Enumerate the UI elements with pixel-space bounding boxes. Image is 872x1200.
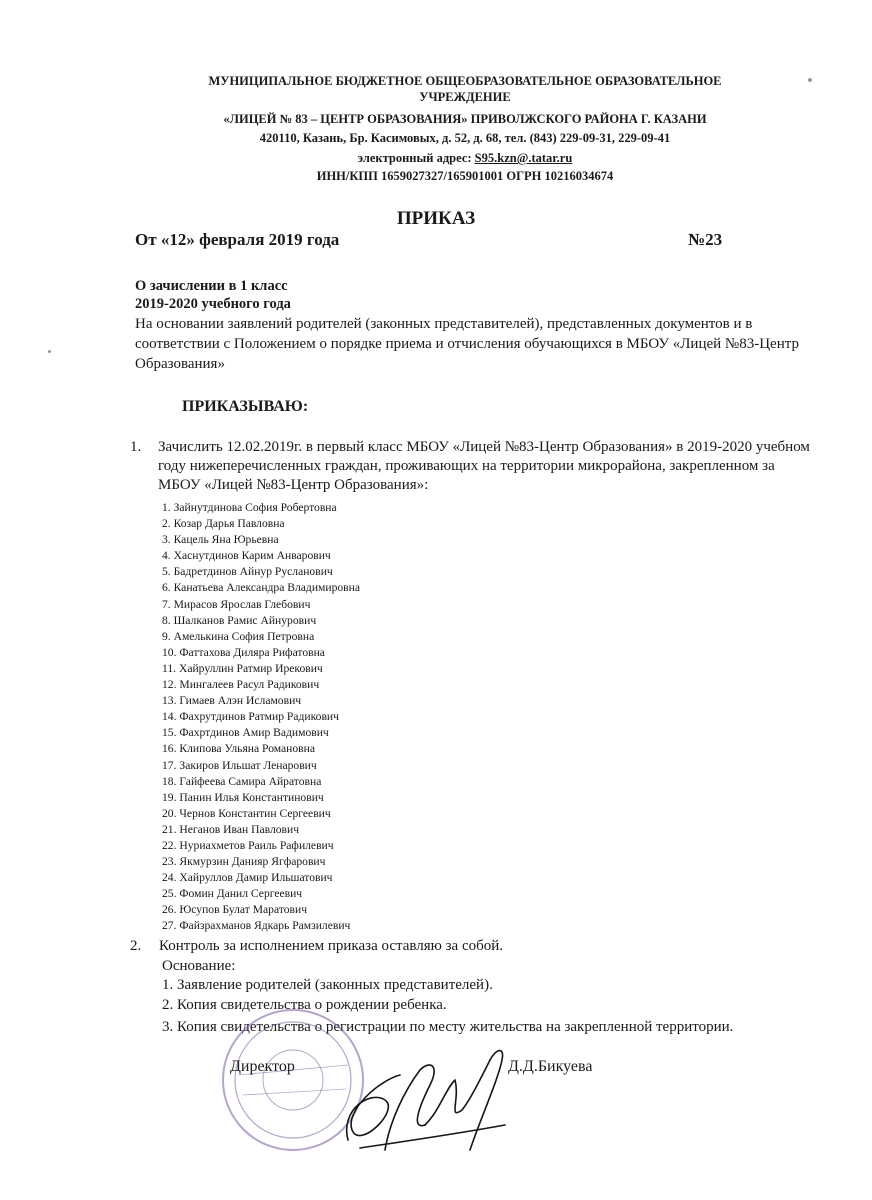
student-list-item: 16. Клипова Ульяна Романовна [162, 742, 315, 756]
order-item-1 [130, 438, 820, 495]
reason-2: 2. Копия свидетельства о рождении ребенка. [162, 997, 447, 1013]
order-command: ПРИКАЗЫВАЮ: [182, 398, 309, 415]
student-list-item: 20. Чернов Константин Сергеевич [162, 806, 331, 820]
student-list-item: 10. Фаттахова Диляра Рифатовна [162, 645, 325, 659]
student-list-item: 2. Козар Дарья Павловна [162, 517, 285, 531]
student-list-item: 26. Юсупов Булат Маратович [162, 903, 308, 917]
item-2-number: 2. [130, 938, 142, 954]
student-list-item: 8. Шалканов Рамис Айнурович [162, 613, 317, 627]
header-email-line [160, 150, 770, 166]
header-address: 420110, Казань, Бр. Касимовых, д. 52, д. 68, тел. (843) 229-09-31, 229-09-41 [259, 131, 671, 145]
students-list [162, 500, 360, 935]
student-list-item: 11. Хайруллин Ратмир Ирекович [162, 661, 323, 675]
item-1-text: Зачислить 12.02.2019г. в первый класс МБОУ «Лицей №83-Центр Образования» в 2019-2020 учебном году нижеперечисленных граждан, проживающих на территории микрорайона, закрепленном за МБОУ «Лицей №83-Центр Образования»: [158, 439, 810, 493]
student-list-item: 4. Хаснутдинов Карим Анварович [162, 549, 331, 563]
student-list-item: 27. Файзрахманов Ядкарь Рамзилевич [162, 919, 351, 933]
student-list-item: 9. Амелькина София Петровна [162, 629, 315, 643]
item-2-text: Контроль за исполнением приказа оставляю за собой. [159, 938, 504, 954]
header-line-1: МУНИЦИПАЛЬНОЕ БЮДЖЕТНОЕ ОБЩЕОБРАЗОВАТЕЛЬНОЕ ОБРАЗОВАТЕЛЬНОЕ [208, 74, 722, 88]
student-list-item: 5. Бадретдинов Айнур Русланович [162, 565, 333, 579]
header-line-1b: УЧРЕЖДЕНИЕ [419, 90, 511, 104]
header-org-name [160, 73, 770, 105]
student-list-item: 13. Гимаев Алэн Исламович [162, 694, 302, 708]
student-list-item: 21. Неганов Иван Павлович [162, 822, 300, 836]
header-lyceum-name: «ЛИЦЕЙ № 83 – ЦЕНТР ОБРАЗОВАНИЯ» ПРИВОЛЖСКОГО РАЙОНА Г. КАЗАНИ [223, 112, 707, 126]
student-list-item: 18. Гайфеева Самира Айратовна [162, 774, 322, 788]
student-list-item: 22. Нуриахметов Раиль Рафилевич [162, 838, 334, 852]
order-item-2 [130, 938, 503, 955]
reason-3: 3. Копия свидетельства о регистрации по месту жительства на закрепленной территории. [162, 1019, 734, 1035]
order-title: ПРИКАЗ [396, 208, 476, 229]
item-1-number: 1. [130, 439, 142, 455]
student-list-item: 12. Мингалеев Расул Радикович [162, 678, 320, 692]
order-subject-line-2: 2019-2020 учебного года [135, 296, 291, 312]
scan-speck [48, 350, 51, 353]
student-list-item: 15. Фахртдинов Амир Вадимович [162, 726, 329, 740]
student-list-item: 1. Зайнутдинова София Робертовна [162, 501, 337, 514]
order-date: От «12» февраля 2019 года [135, 230, 340, 249]
director-name: Д.Д.Бикуева [508, 1058, 593, 1075]
director-position: Директор [230, 1058, 295, 1075]
order-subject-line-1: О зачислении в 1 класс [135, 278, 288, 294]
order-basis: На основании заявлений родителей (законных представителей), представленных документов и в соответствии с Положением о порядке приема и отчисления обучающихся в МБОУ «Лицей №83-Центр Образования» [135, 316, 799, 372]
student-list-item: 7. Мирасов Ярослав Глебович [162, 597, 311, 611]
reason-1: 1. Заявление родителей (законных представителей). [162, 977, 493, 993]
student-list-item: 14. Фахрутдинов Ратмир Радикович [162, 710, 339, 724]
student-list-item: 17. Закиров Ильшат Ленарович [162, 758, 317, 772]
student-list-item: 25. Фомин Данил Сергеевич [162, 887, 303, 901]
student-list-item: 23. Якмурзин Данияр Ягфарович [162, 855, 326, 869]
header-tax-ids: ИНН/КПП 1659027327/165901001 ОГРН 10216034674 [316, 169, 614, 183]
student-list-item: 19. Панин Илья Константинович [162, 790, 324, 804]
student-list-item: 3. Кацель Яна Юрьевна [162, 533, 279, 547]
scan-speck [808, 78, 812, 82]
student-list-item: 24. Хайруллов Дамир Ильшатович [162, 871, 333, 885]
basis-label: Основание: [162, 958, 236, 974]
student-list-item: 6. Канатьева Александра Владимировна [162, 581, 360, 595]
director-signature [330, 1030, 530, 1170]
order-number: №23 [688, 230, 723, 249]
email-link[interactable]: S95.kzn@.tatar.ru [474, 151, 573, 165]
email-label: электронный адрес: [357, 151, 475, 165]
